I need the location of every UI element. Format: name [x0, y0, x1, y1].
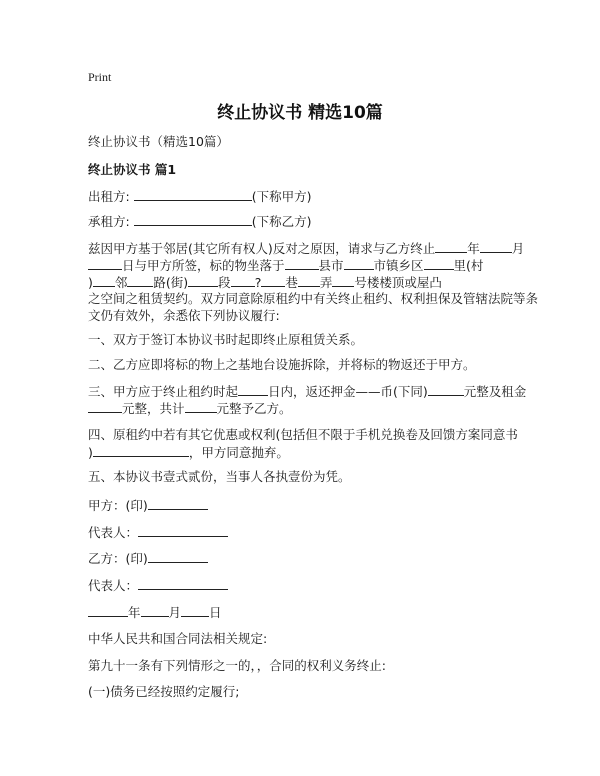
intro-line-4: 之空间之租赁契约。双方同意除原租约中有关终止租约、权利担保及管辖法院等条: [88, 291, 539, 306]
party-a-blank: [148, 496, 208, 510]
day-label: 日: [209, 605, 222, 620]
clause-text: 元整及租金: [463, 384, 527, 399]
clause-3-line-2: [88, 399, 518, 418]
intro-text: 县市: [318, 258, 344, 273]
blank: [428, 382, 464, 396]
month-blank: [141, 603, 169, 617]
month-label: 月: [168, 605, 182, 620]
clause-text: 日内，返还押金——币(下同): [268, 384, 428, 399]
blank: [93, 273, 115, 287]
intro-text: 路(街): [153, 275, 189, 290]
lessee-suffix: (下称乙方): [251, 214, 312, 229]
rep-b-label: 代表人：: [88, 578, 139, 593]
blank: [127, 273, 153, 287]
blank: [93, 443, 189, 457]
law-intro: 中华人民共和国合同法相关规定:: [88, 631, 268, 646]
clause-4-line-2: [88, 443, 518, 462]
blank: [88, 256, 122, 270]
date-line: [88, 603, 518, 622]
intro-text: 日与甲方所签，标的物坐落于: [122, 258, 285, 273]
party-a-line: [88, 496, 518, 515]
clause-1: 一、双方于签订本协议书时起即终止原租赁关系。: [88, 332, 364, 347]
rep-a-blank: [138, 523, 228, 537]
intro-text: ): [88, 275, 93, 290]
document-subtitle: 终止协议书（精选10篇）: [88, 134, 229, 149]
intro-text: 兹因甲方基于邻居(其它所有权人)反对之原因，请求与乙方终止: [88, 241, 436, 256]
rep-a-line: [88, 523, 518, 542]
lessor-label: 出租方:: [88, 189, 130, 204]
clause-text: ，甲方同意抛弃。: [188, 445, 289, 460]
blank: [424, 256, 454, 270]
clause-4-line-1: [88, 426, 518, 444]
intro-text: 月: [511, 241, 525, 256]
party-b-blank: [148, 549, 208, 563]
intro-text: 号楼楼顶或屋凸: [354, 275, 442, 290]
blank: [480, 239, 512, 253]
clause-text: 元整予乙方。: [216, 401, 292, 416]
clause-text: 四、原租约中若有其它优惠或权利(包括但不限于手机兑换卷及回馈方案同意书: [88, 427, 518, 442]
lessee-line: [88, 212, 518, 231]
clause-2: 二、乙方应即将标的物上之基地台设施拆除，并将标的物返还于甲方。: [88, 357, 476, 372]
party-b-line: [88, 549, 518, 568]
page-title: 终止协议书 精选10篇: [217, 103, 383, 123]
blank: [88, 399, 122, 413]
blank: [185, 399, 217, 413]
party-a-label: 甲方：(印): [88, 498, 148, 513]
intro-text: 年: [467, 241, 480, 256]
lessor-blank: [134, 187, 252, 201]
intro-text: 弄: [319, 275, 333, 290]
rep-b-line: [88, 576, 518, 595]
blank: [238, 382, 268, 396]
blank: [188, 273, 218, 287]
print-label: Print: [88, 70, 112, 84]
intro-line-5: 文仍有效外，余悉依下列协议履行:: [88, 308, 280, 323]
blank: [261, 273, 285, 287]
day-blank: [181, 603, 209, 617]
lessor-suffix: (下称甲方): [251, 189, 312, 204]
intro-text: ?: [254, 275, 262, 290]
clause-text: ): [88, 445, 93, 460]
year-blank: [88, 603, 128, 617]
intro-text: 市镇乡区: [373, 258, 424, 273]
blank: [332, 273, 354, 287]
intro-text: 段: [218, 275, 231, 290]
blank: [285, 256, 319, 270]
clause-text: 元整，共计: [122, 401, 185, 416]
intro-text: 里(村: [453, 258, 484, 273]
year-label: 年: [128, 605, 141, 620]
item-1: (一)债务已经按照约定履行;: [88, 684, 240, 699]
rep-a-label: 代表人：: [88, 525, 139, 540]
blank: [435, 239, 467, 253]
lessee-label: 承租方:: [88, 214, 130, 229]
section-heading: 终止协议书 篇1: [88, 162, 177, 177]
intro-text: 巷: [285, 275, 298, 290]
intro-text: 邻: [114, 275, 128, 290]
clause-text: 三、甲方应于终止租约时起: [88, 384, 239, 399]
lessor-line: [88, 187, 518, 206]
rep-b-blank: [138, 576, 228, 590]
blank: [231, 273, 255, 287]
clause-5: 五、本协议书壹式贰份，当事人各执壹份为凭。: [88, 469, 351, 484]
blank: [344, 256, 374, 270]
article-91: 第九十一条有下列情形之一的，，合同的权利义务终止:: [88, 658, 386, 673]
lessee-blank: [134, 212, 252, 226]
blank: [298, 273, 320, 287]
party-b-label: 乙方：(印): [88, 551, 148, 566]
